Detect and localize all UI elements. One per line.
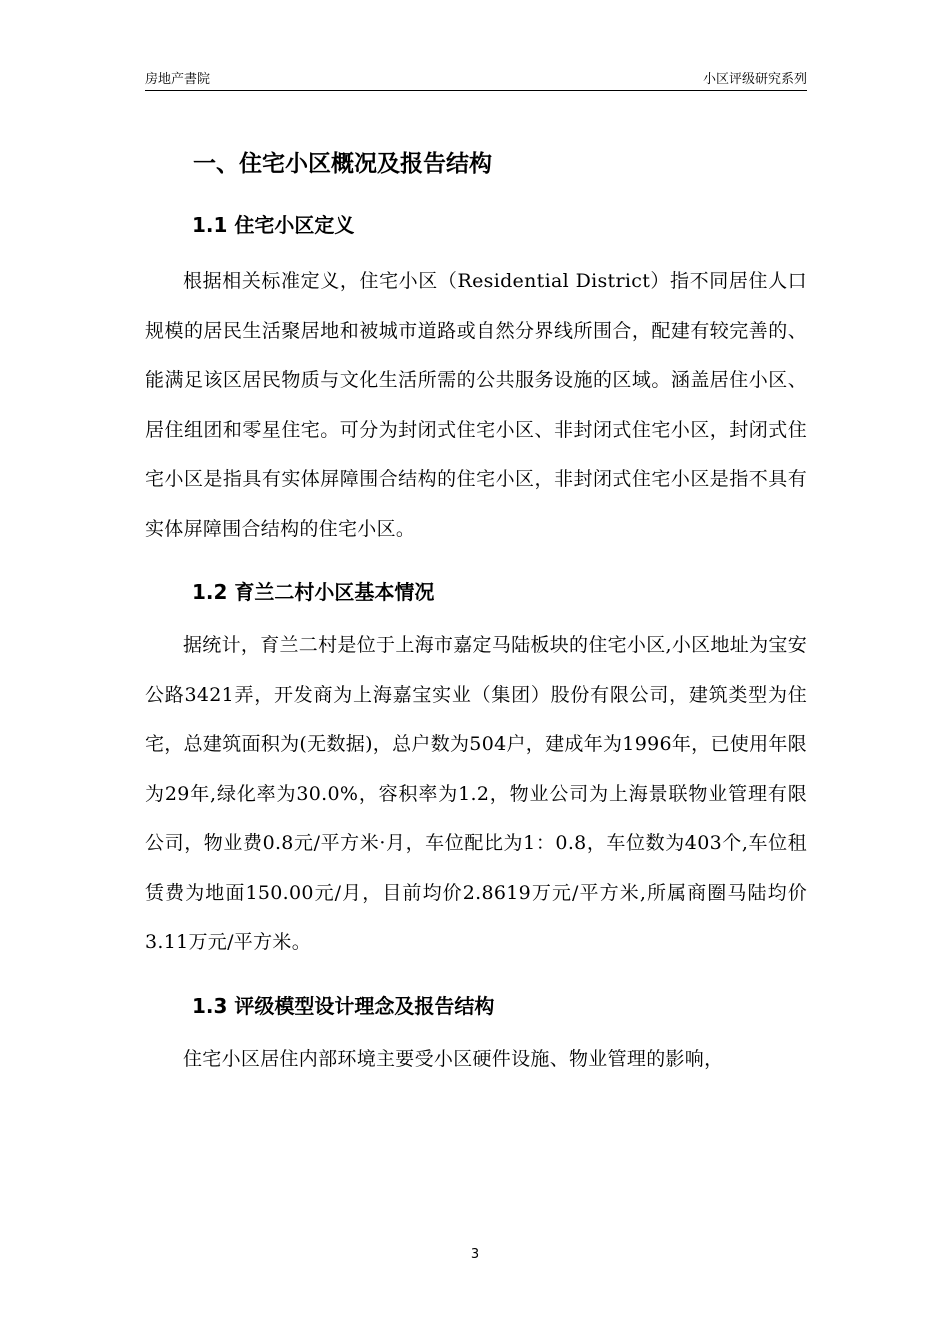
header-publisher: 房地产書院	[145, 72, 211, 87]
page-number: 3	[470, 1247, 480, 1262]
header-series-title: 小区评级研究系列	[702, 72, 807, 87]
section-title-1-3: 1.3 评级模型设计理念及报告结构	[192, 993, 495, 1018]
document-body	[145, 140, 807, 1084]
section-title-1-1: 1.1 住宅小区定义	[192, 213, 355, 237]
chapter-title: 一、住宅小区概况及报告结构	[193, 151, 492, 177]
section-paragraph-1-3: 住宅小区居住内部环境主要受小区硬件设施、物业管理的影响，	[183, 1047, 724, 1070]
page-header	[145, 66, 807, 91]
section-paragraph-1-1: 根据相关标准定义，住宅小区（Residential District）指不同居住人口规模的居民生活聚居地和被城市道路或自然分界线所围合，配建有较完善的、能满足该区居民物质与文化生活所需的公共服务设施的区域。涵盖居住小区、居住组团和零星住宅。可分为封闭式住宅小区、非封闭式住宅小区，封闭式住宅小区是指具有实体屏障围合结构的住宅小区，非封闭式住宅小区是指不具有实体屏障围合结构的住宅小区。	[145, 270, 807, 540]
section-paragraph-1-2: 据统计，育兰二村是位于上海市嘉定马陆板块的住宅小区,小区地址为宝安公路3421弄，开发商为上海嘉宝实业（集团）股份有限公司，建筑类型为住宅，总建筑面积为(无数据)，总户数为504户，建成年为1996年，已使用年限为29年,绿化率为30.0%，容积率为1.2，物业公司为上海景联物业管理有限公司，物业费0.8元/平方米·月，车位配比为1：0.8，车位数为403个,车位租赁费为地面150.00元/月，目前均价2.8619万元/平方米,所属商圈马陆均价3.11万元/平方米。	[145, 634, 807, 953]
section-title-1-2: 1.2 育兰二村小区基本情况	[192, 580, 435, 604]
